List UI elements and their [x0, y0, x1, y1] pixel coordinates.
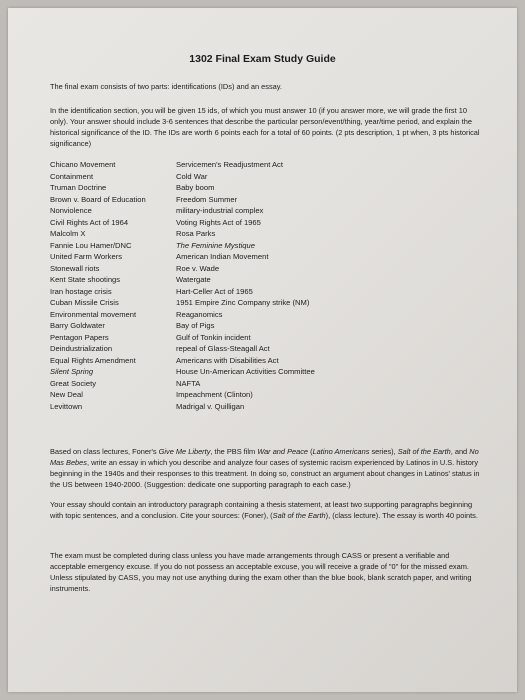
essay-text: , write an essay in which you describe and analyze four cases of systemic racism experienced by Latinos in U.S. history beginning in the 1940s and their responses to this treatment. In doing so, construct an argument about changes in Latinos' status in the US between 1940-2000. (Suggestion: dedicate one supporting paragraph to each case.) — [50, 458, 480, 489]
id-item: Baby boom — [176, 183, 215, 192]
id-item: Freedom Summer — [176, 194, 238, 204]
id-item: Reaganomics — [176, 309, 223, 319]
id-item: Bay of Pigs — [176, 321, 215, 330]
essay-format-paragraph — [50, 499, 480, 521]
essay-text: , and — [450, 447, 470, 456]
id-item: Silent Spring — [50, 367, 94, 376]
essay-prompt-paragraph — [50, 446, 480, 490]
id-item: NAFTA — [176, 378, 201, 388]
essay-text: Your essay should contain an introductory paragraph containing a thesis statement, at least two supporting paragraphs beginning with topic sentences, and a conclusion. Cite your sources: (Foner), ( — [50, 500, 473, 520]
id-item: Barry Goldwater — [50, 321, 105, 330]
essay-text: ), (class lecture). The essay is worth 40 points. — [325, 511, 478, 520]
id-item: Cuban Missile Crisis — [50, 298, 119, 307]
ids-instructions-paragraph: In the identification section, you will be given 15 ids, of which you must answer 10 (if you answer more, we will grade the first 10 only). Your answer should include 3-6 sentences that describe the particular person/event/thing, year/time period, and explain the historical significance of the ID. The IDs are worth 6 points each for a total of 60 points. (2 pts description, 1 pt when, 3 pts historical significance) — [50, 106, 480, 148]
id-item: military-industrial complex — [176, 206, 264, 215]
id-item: Iran hostage crisis — [50, 286, 112, 296]
id-item: Watergate — [176, 275, 211, 284]
id-item: Chicano Movement — [50, 160, 116, 169]
essay-source-title: War and Peace — [257, 447, 309, 456]
id-item: Pentagon Papers — [50, 332, 109, 342]
id-item: Roe v. Wade — [176, 263, 220, 273]
id-item: Malcolm X — [50, 229, 86, 238]
intro-paragraph: The final exam consists of two parts: identifications (IDs) and an essay. — [50, 82, 282, 91]
id-item: Equal Rights Amendment — [50, 355, 136, 365]
essay-source-title: Give Me Liberty — [158, 447, 211, 456]
id-item: Civil Rights Act of 1964 — [50, 217, 129, 227]
id-item: United Farm Workers — [50, 252, 123, 261]
exam-policy-paragraph: The exam must be completed during class unless you have made arrangements through CASS or present a verifiable and acceptable emergency excuse. If you do not possess an acceptable excuse, you will receive a grade of "0" for the missed exam. Unless stipulated by CASS, you may not use anything during the exam other than the blue book, blank scratch paper, and writing instruments. — [50, 551, 472, 593]
essay-source-title: Salt of the Earth — [272, 511, 326, 520]
essay-source-title: No Mas Bebes — [50, 447, 479, 467]
essay-text: , the PBS film — [210, 447, 258, 456]
id-item: repeal of Glass-Steagall Act — [176, 344, 270, 353]
essay-text: ( — [308, 447, 313, 456]
id-item: House Un-American Activities Committee — [176, 367, 315, 376]
id-item: Servicemen's Readjustment Act — [176, 160, 283, 169]
page-title: 1302 Final Exam Study Guide — [189, 53, 336, 65]
id-item: Fannie Lou Hamer/DNC — [50, 240, 132, 250]
id-item: Levittown — [50, 401, 83, 411]
id-item: Hart-Celler Act of 1965 — [176, 286, 253, 296]
id-item: Madrigal v. Quilligan — [176, 401, 245, 411]
id-item: Kent State shootings — [50, 275, 121, 284]
id-item: Great Society — [50, 378, 97, 388]
id-item: Gulf of Tonkin incident — [176, 332, 251, 342]
id-item: Brown v. Board of Education — [50, 194, 146, 204]
id-item: Truman Doctrine — [50, 183, 107, 192]
id-item: Impeachment (Clinton) — [176, 390, 253, 399]
id-item: Cold War — [176, 171, 208, 181]
essay-source-title: Salt of the Earth — [397, 447, 451, 456]
id-item: 1951 Empire Zinc Company strike (NM) — [176, 298, 310, 307]
essay-text: series), — [369, 447, 398, 456]
id-item: American Indian Movement — [176, 252, 269, 261]
id-item: Stonewall riots — [50, 263, 100, 273]
id-item: New Deal — [50, 390, 83, 399]
ids-list-left — [50, 159, 180, 412]
essay-source-title: Latino Americans — [312, 447, 370, 456]
essay-text: Based on class lectures, Foner's — [50, 447, 159, 456]
id-item: Rosa Parks — [176, 229, 216, 238]
id-item: Americans with Disabilities Act — [176, 355, 279, 365]
ids-list-right — [176, 159, 376, 412]
id-item: Voting Rights Act of 1965 — [176, 217, 261, 227]
id-item: The Feminine Mystique — [176, 240, 255, 250]
id-item: Deindustrialization — [50, 344, 113, 353]
id-item: Nonviolence — [50, 206, 92, 215]
id-item: Containment — [50, 171, 94, 181]
id-item: Environmental movement — [50, 309, 137, 319]
study-guide-page — [8, 8, 517, 692]
